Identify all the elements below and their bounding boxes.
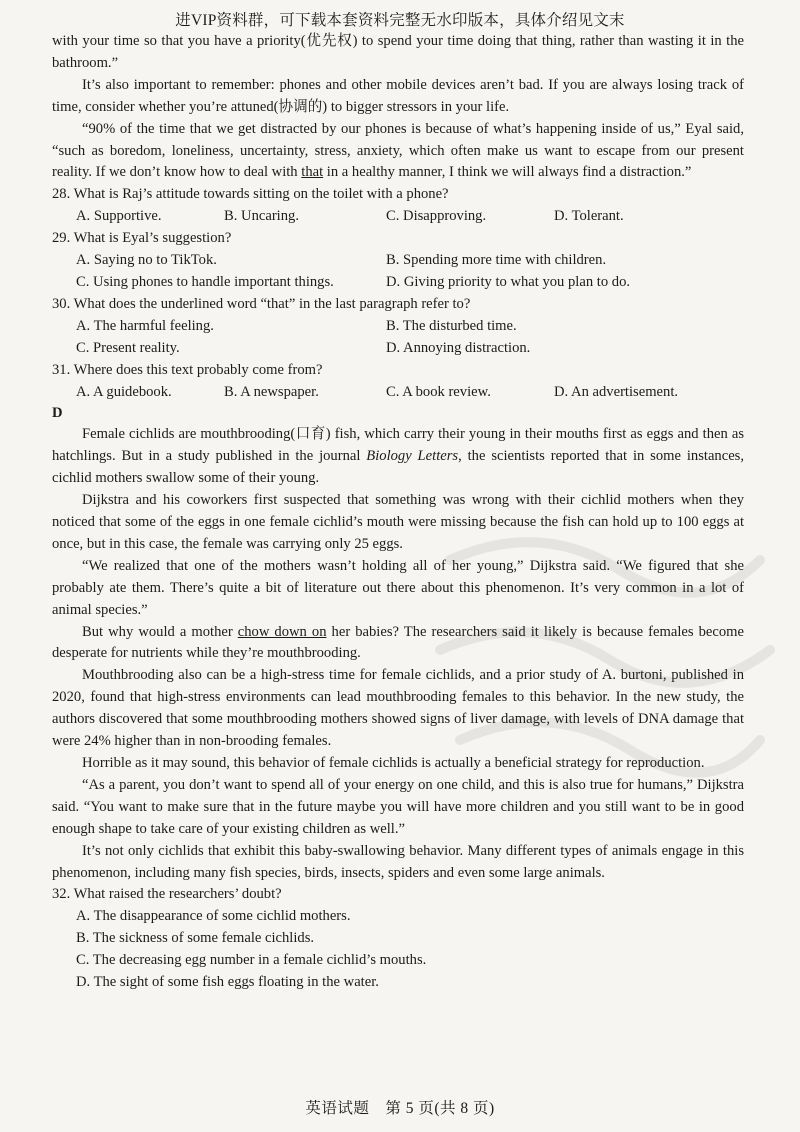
question-31-options bbox=[52, 382, 744, 404]
section-d-paragraph-7: “As a parent, you don’t want to spend all of your energy on one child, and this is also true for humans,” Dijkstra said. “You want to make sure that in the future maybe you will have more children and you still want to be in good enough shape to take care of your existing children as well.” bbox=[52, 776, 744, 837]
question-32-stem: 32. What raised the researchers’ doubt? bbox=[52, 886, 282, 903]
section-d-paragraph-3: “We realized that one of the mothers wasn’t holding all of her young,” Dijkstra said. “We figured that she probably ate them. There’s quite a bit of literature out there about this phenomenon. It’s very common in a lot of animal species.” bbox=[52, 557, 744, 618]
question-28-option-c: C. Disapproving. bbox=[386, 208, 487, 225]
question-28-stem: 28. What is Raj’s attitude towards sitting on the toilet with a phone? bbox=[52, 186, 449, 203]
question-31-option-a: A. A guidebook. bbox=[76, 383, 172, 400]
question-30-option-b: B. The disturbed time. bbox=[386, 317, 517, 334]
section-d-paragraph-4 bbox=[52, 622, 744, 666]
section-d-paragraph-6: Horrible as it may sound, this behavior of female cichlids is actually a beneficial strategy for reproduction. bbox=[82, 755, 705, 771]
question-30-stem: 30. What does the underlined word “that” in the last paragraph refer to? bbox=[52, 295, 471, 312]
section-d-heading: D bbox=[52, 405, 63, 422]
section-d-paragraph-2: Dijkstra and his coworkers first suspected that something was wrong with their cichlid mothers when they noticed that some of the eggs in one female cichlid’s mouth were missing because the fish can hold up to 100 eggs at once, but in this case, the female was carrying only 25 eggs. bbox=[52, 492, 744, 552]
question-29-option-d: D. Giving priority to what you plan to do. bbox=[386, 273, 631, 290]
question-28-option-d: D. Tolerant. bbox=[554, 208, 624, 225]
page-footer: 英语试题 第 5 页(共 8 页) bbox=[305, 1100, 495, 1117]
passage-c-paragraph-1: with your time so that you have a priority(优先权) to spend your time doing that thing, rather than wasting it in the bathroom.” bbox=[52, 33, 744, 71]
passage-c-paragraph-3 bbox=[52, 119, 744, 185]
question-31-option-c: C. A book review. bbox=[386, 383, 491, 400]
section-d-paragraph-5: Mouthbrooding also can be a high-stress time for female cichlids, and a prior study of A. burtoni, published in 2020, found that high-stress environments can lead mouthbrooding females to this behavior. In the new study, the authors discovered that some mouthbrooding mothers showed signs of liver damage, with levels of DNA damage that were 24% higher than in non-brooding females. bbox=[52, 667, 744, 750]
question-30-option-a: A. The harmful feeling. bbox=[76, 317, 214, 334]
question-30-option-c: C. Present reality. bbox=[76, 339, 180, 356]
question-29-option-b: B. Spending more time with children. bbox=[386, 252, 607, 269]
section-d-paragraph-8: It’s not only cichlids that exhibit this baby-swallowing behavior. Many different types of animals engage in this phenomenon, including many fish species, birds, insects, spiders and even some large animals. bbox=[52, 842, 744, 881]
question-29-options-row-2 bbox=[52, 272, 744, 294]
question-29-option-a: A. Saying no to TikTok. bbox=[76, 252, 217, 269]
question-31-option-b: B. A newspaper. bbox=[224, 383, 319, 400]
passage-c-paragraph-2: It’s also important to remember: phones and other mobile devices aren’t bad. If you are always losing track of time, consider whether you’re attuned(协调的) to bigger stressors in your life. bbox=[52, 76, 744, 115]
passage-c-paragraph-3-text: “90% of the time that we get distracted by our phones is because of what’s happening inside of us,” Eyal said, “such as boredom, loneliness, uncertainty, stress, anxiety, which often make us want to escape from our present reality. If we don’t know how to deal with bbox=[52, 120, 744, 181]
question-30-option-d: D. Annoying distraction. bbox=[386, 339, 531, 356]
question-28-option-a: A. Supportive. bbox=[76, 208, 162, 225]
section-d-paragraph-1 bbox=[52, 424, 744, 490]
question-30-options-row-1 bbox=[52, 316, 744, 338]
underlined-word-that: that bbox=[301, 164, 324, 181]
question-32-option-c: C. The decreasing egg number in a female cichlid’s mouths. bbox=[76, 952, 427, 969]
question-28-option-b: B. Uncaring. bbox=[224, 208, 299, 225]
section-d-p4-text-a: But why would a mother bbox=[82, 623, 238, 640]
section-d-p1-text-a: Female cichlids are mouthbrooding(口育) fish, which carry their young in their mouths first as eggs and then as hatchlings. But in a study published in the journal bbox=[52, 426, 744, 465]
header-banner: 进VIP资料群，可下载本套资料完整无水印版本，具体介绍见文末 bbox=[175, 12, 625, 29]
question-29-stem: 29. What is Eyal’s suggestion? bbox=[52, 230, 232, 247]
passage-c-paragraph-3-end: in a healthy manner, I think we will always find a distraction.” bbox=[323, 164, 692, 181]
exam-body bbox=[52, 31, 744, 994]
question-30-options-row-2 bbox=[52, 338, 744, 360]
section-d-p1-text-b: , the scientists reported that in some instances, cichlid mothers swallow some of their young. bbox=[52, 448, 744, 487]
underlined-phrase-chow-down-on: chow down on bbox=[237, 623, 327, 640]
question-32-option-b: B. The sickness of some female cichlids. bbox=[76, 930, 315, 947]
question-32-option-d: D. The sight of some fish eggs floating in the water. bbox=[76, 974, 379, 991]
question-28-options bbox=[52, 206, 744, 228]
section-d-p4-text-b: her babies? The researchers said it likely is because females become desperate for nutrients while they’re mouthbrooding. bbox=[52, 623, 744, 662]
journal-title: Biology Letters bbox=[366, 448, 459, 465]
question-31-option-d: D. An advertisement. bbox=[554, 383, 679, 400]
question-31-stem: 31. Where does this text probably come from? bbox=[52, 361, 323, 378]
question-29-option-c: C. Using phones to handle important things. bbox=[76, 273, 334, 290]
question-29-options-row-1 bbox=[52, 250, 744, 272]
question-32-option-a: A. The disappearance of some cichlid mothers. bbox=[76, 908, 351, 925]
